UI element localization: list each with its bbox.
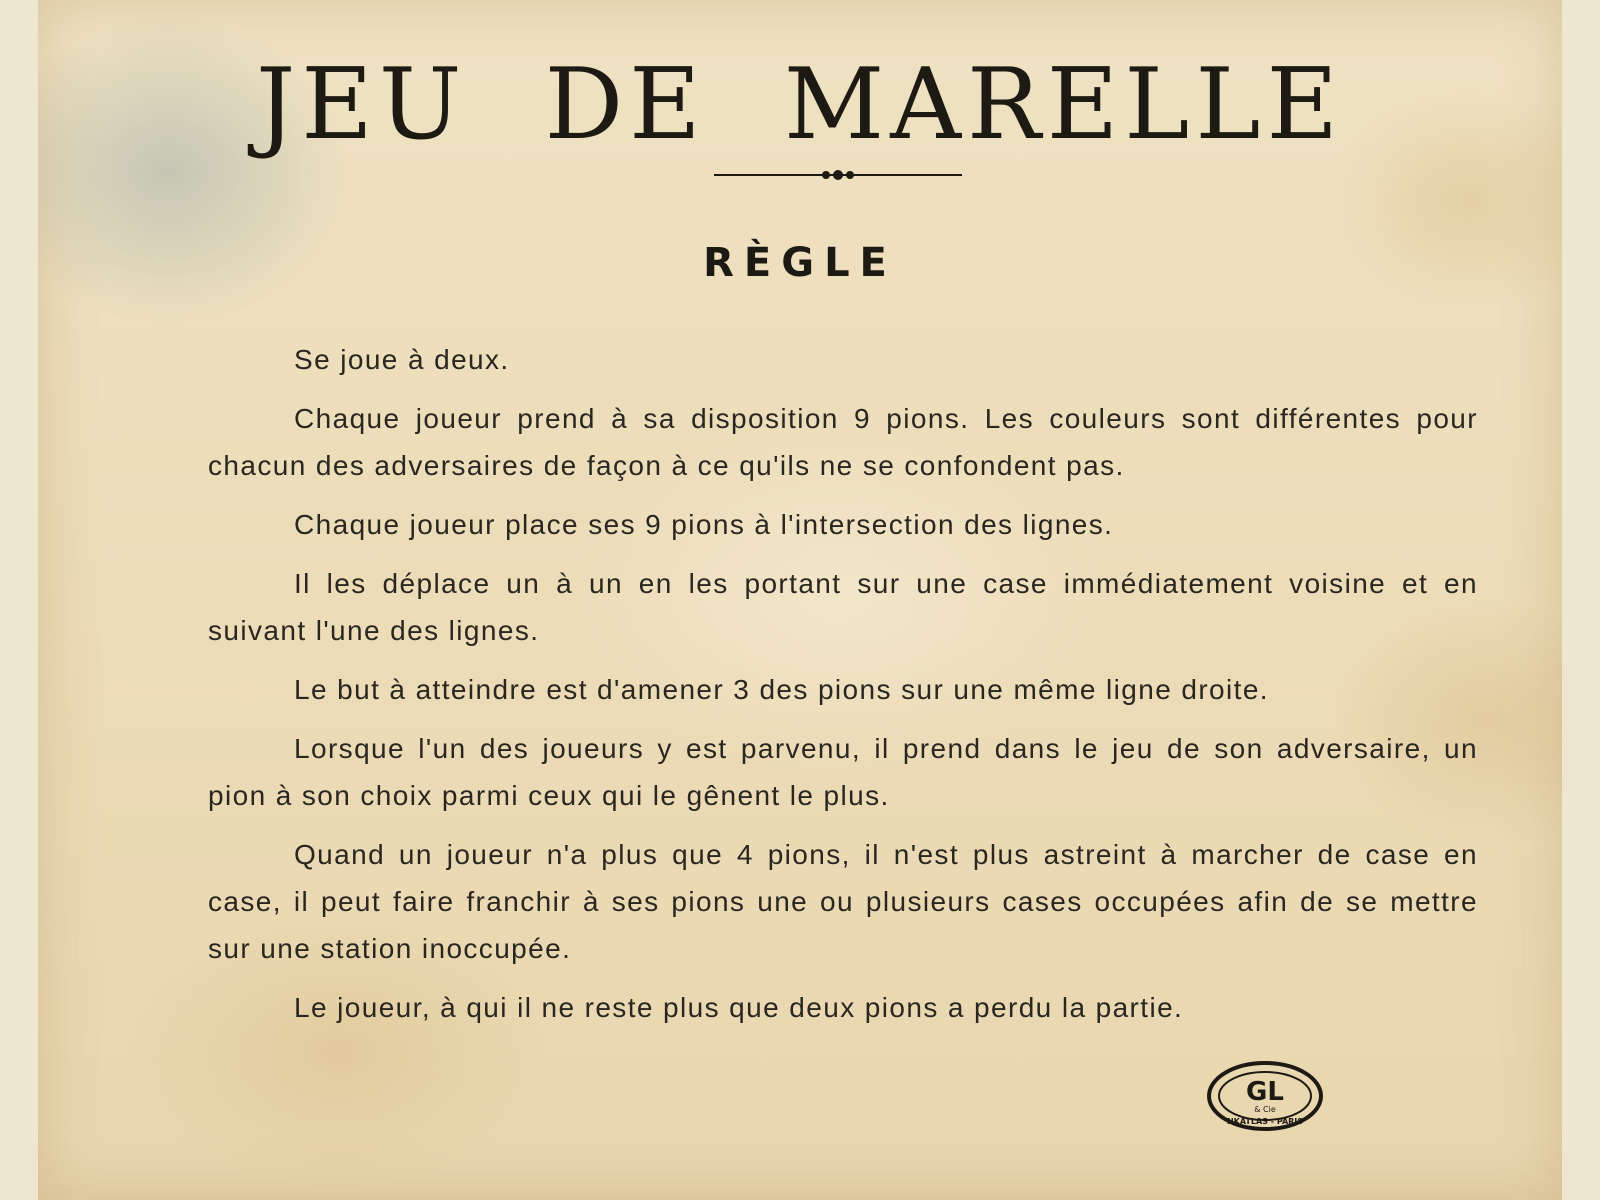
rule-paragraph: Le joueur, à qui il ne reste plus que deux pions a perdu la partie. [294, 992, 1184, 1023]
rules-text [208, 336, 1478, 1043]
rule-paragraph: Se joue à deux. [294, 344, 510, 375]
rule-paragraph: Le but à atteindre est d'amener 3 des pions sur une même ligne droite. [294, 674, 1269, 705]
section-heading: RÈGLE [703, 240, 897, 286]
page-title: JEU DE MARELLE [256, 48, 1344, 162]
document-page [38, 0, 1562, 1200]
rule-paragraph: Il les déplace un à un en les portant sur une case immédiatement voisine et en suivant l'une des lignes. [208, 568, 1478, 646]
stamp-suffix: & Cie [1254, 1105, 1276, 1114]
rule-paragraph: Quand un joueur n'a plus que 4 pions, il n'est plus astreint à marcher de case en case, il peut faire franchir à ses pions une ou plusieurs cases occupées afin de se mettre sur une station inoccupée. [208, 839, 1478, 964]
stamp-monogram: GL [1246, 1077, 1284, 1107]
publisher-stamp-logo [1204, 1058, 1326, 1134]
stamp-ring-text: NKATLAS - PARIS [1226, 1117, 1304, 1126]
rule-paragraph: Lorsque l'un des joueurs y est parvenu, il prend dans le jeu de son adversaire, un pion à son choix parmi ceux qui le gênent le plus. [208, 733, 1478, 811]
rule-paragraph: Chaque joueur place ses 9 pions à l'intersection des lignes. [294, 509, 1114, 540]
divider-ornament [714, 165, 962, 185]
rule-paragraph: Chaque joueur prend à sa disposition 9 pions. Les couleurs sont différentes pour chacun des adversaires de façon à ce qu'ils ne se confondent pas. [208, 403, 1478, 481]
